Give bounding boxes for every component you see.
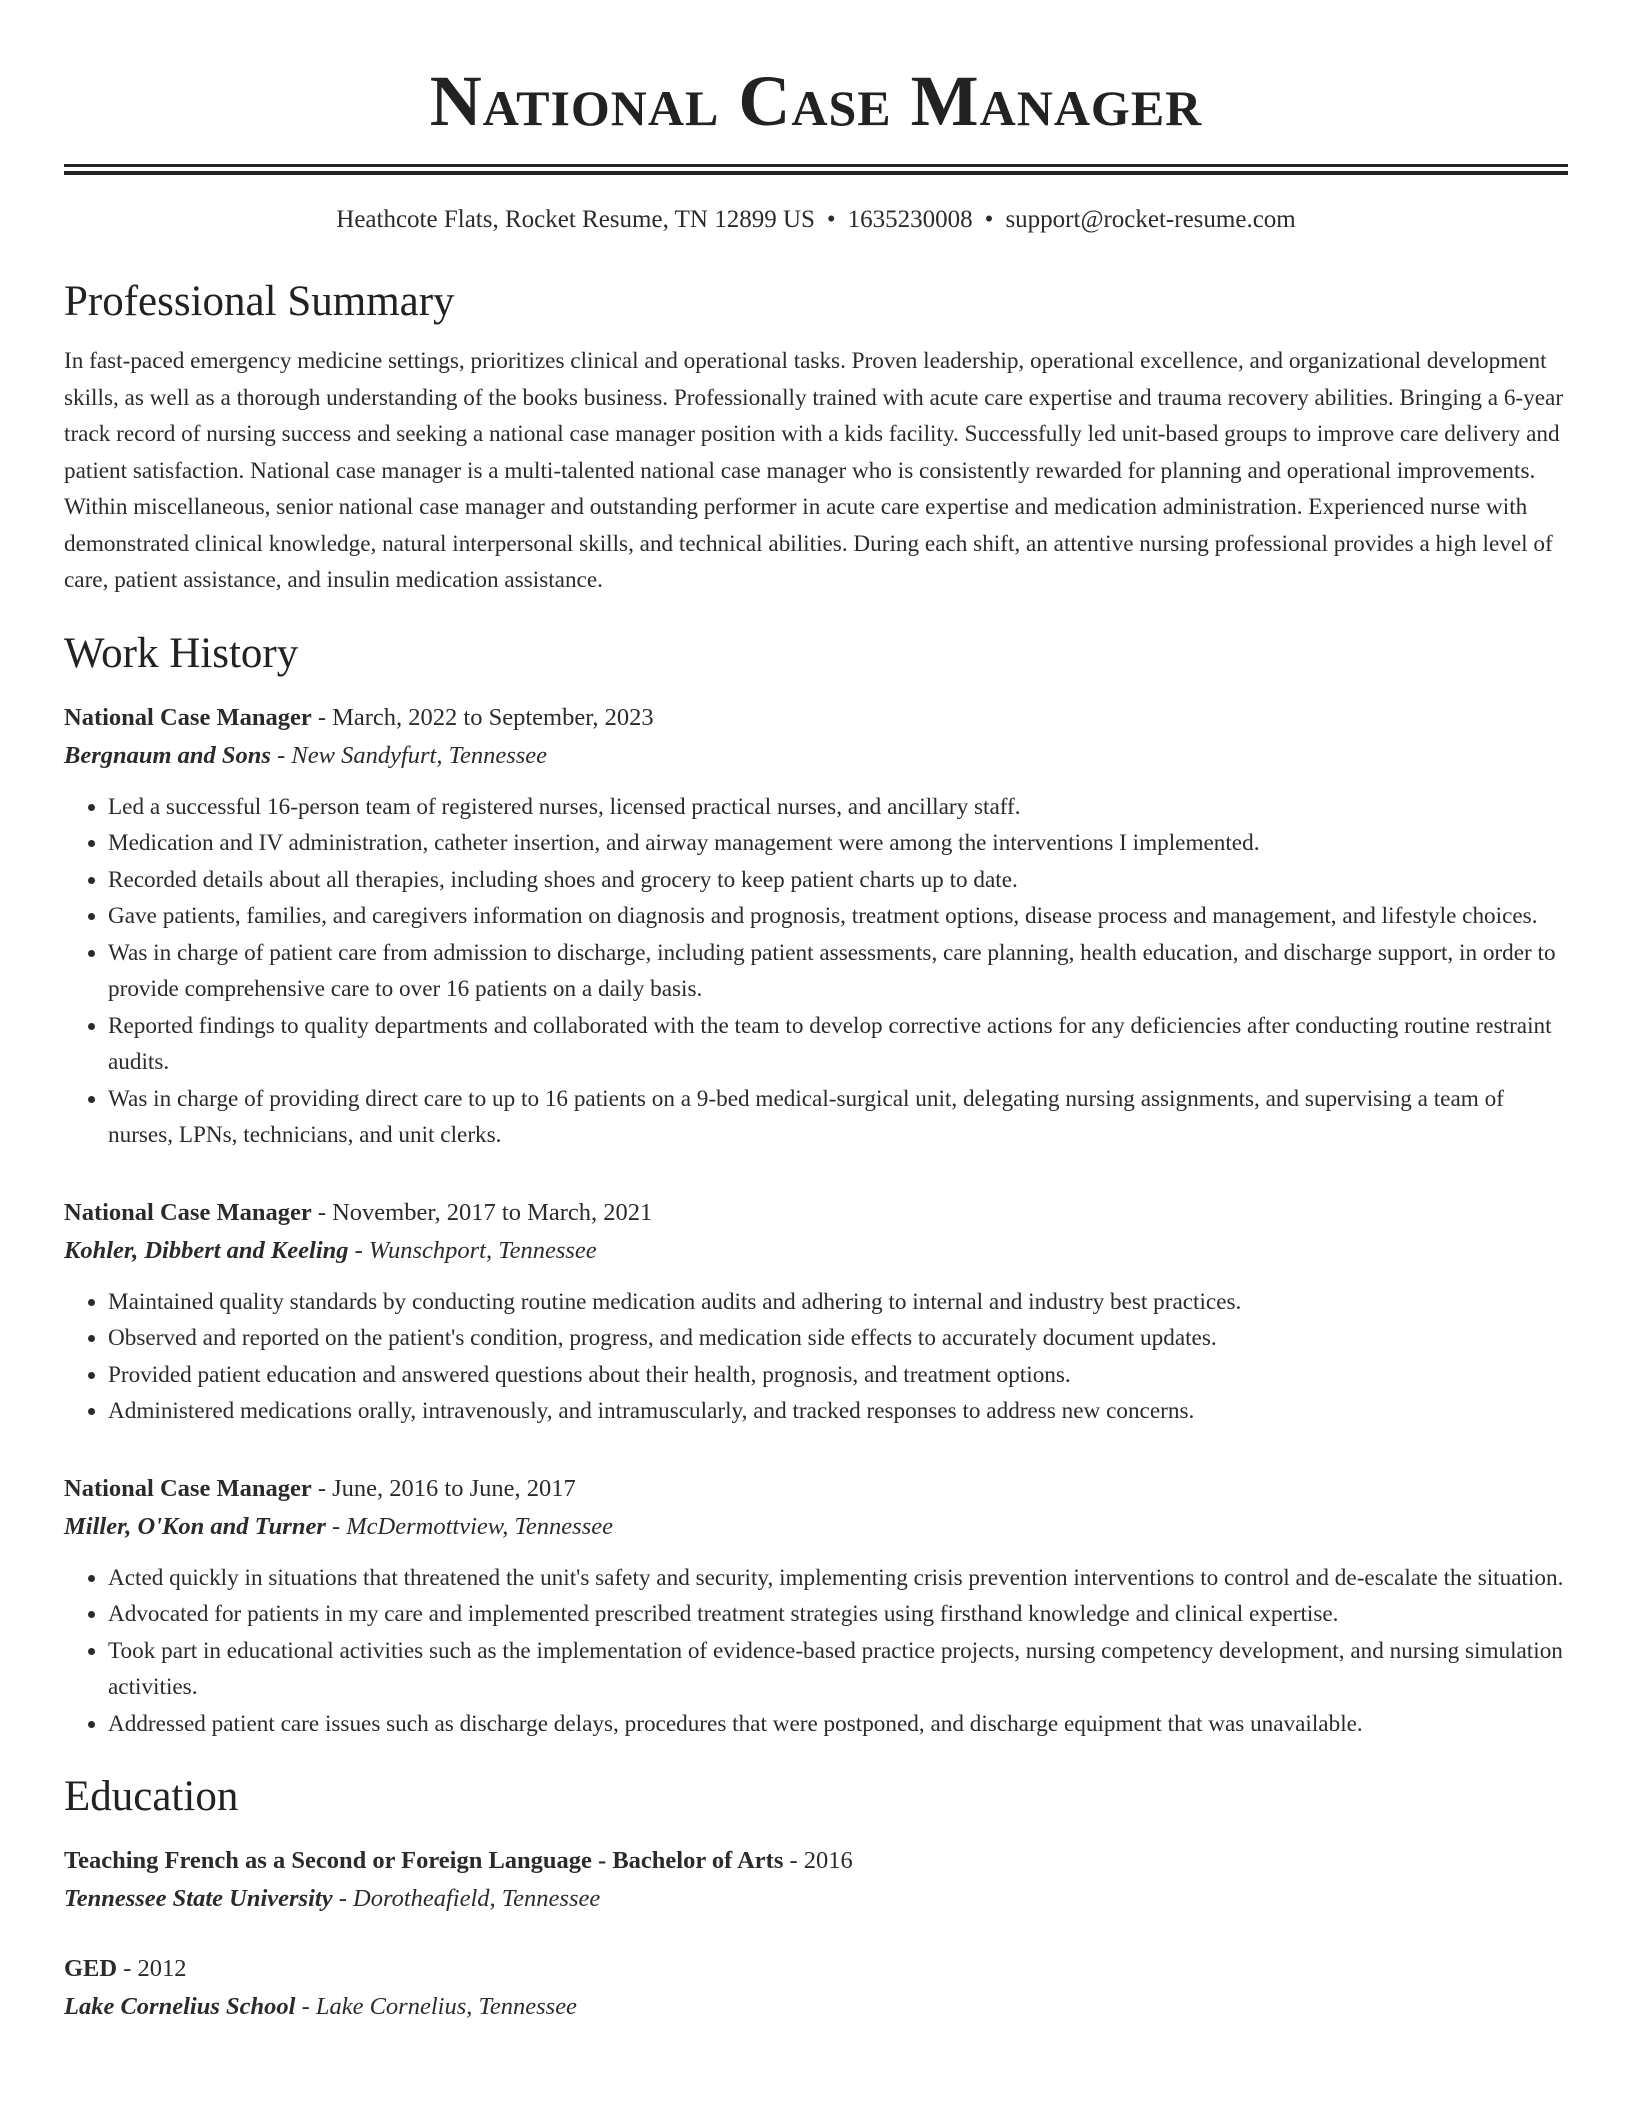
education-year: - 2016 [783,1847,853,1874]
job-company: Bergnaum and Sons [64,741,271,769]
job-location: - Wunschport, Tennessee [348,1236,597,1264]
job-title-line [64,699,1568,737]
job-duty: • Was in charge of providing direct care to up to 16 patients on a 9-bed medical-surgical unit, delegating nursing assignments, and supervising a team of nurses, LPNs, technicians, and unit clerks. [108,1081,1568,1154]
job-location: - McDermottview, Tennessee [325,1512,613,1540]
education-school-line [64,1880,1568,1918]
job-title-line [64,1194,1568,1232]
job-duties-list [64,1560,1568,1743]
education-school: Lake Cornelius School [64,1993,296,2020]
education-year: - 2012 [117,1955,187,1982]
job-entry [64,699,1568,1154]
education-degree: Teaching French as a Second or Foreign Language - Bachelor of Arts [64,1847,784,1874]
education-degree-line [64,1842,1568,1880]
summary-text: In fast-paced emergency medicine settings, prioritizes clinical and operational tasks. Proven leadership, operational excellence, and organizational development skills, as well as a thorough understanding of the books business. Professionally trained with acute care expertise and trauma recovery abilities. Bringing a 6-year track record of nursing success and seeking a national case manager position with a kids facility. Successfully led unit-based groups to improve care delivery and patient satisfaction. National case manager is a multi-talented national case manager who is consistently rewarded for planning and operational improvements. Within miscellaneous, senior national case manager and outstanding performer in acute care expertise and medication administration. Experienced nurse with demonstrated clinical knowledge, natural interpersonal skills, and technical abilities. During each shift, an attentive nursing professional provides a high level of care, patient assistance, and insulin medication assistance. [64,348,1564,593]
job-company: Miller, O'Kon and Turner [64,1512,326,1540]
education-school-line [64,1988,1568,2026]
resume-page [64,0,1568,2026]
job-dates: - June, 2016 to June, 2017 [311,1474,576,1502]
job-company-line [64,1508,1568,1546]
summary-heading: Professional Summary [64,278,455,325]
job-company: Kohler, Dibbert and Keeling [64,1236,349,1264]
job-duty: • Was in charge of patient care from admission to discharge, including patient assessments, care planning, health education, and discharge support, in order to provide comprehensive care to over 16 patients on a daily basis. [108,935,1568,1008]
title-divider [64,164,1568,175]
contact-email: support@rocket-resume.com [1005,206,1296,233]
job-duties-list [64,1284,1568,1430]
job-duty: • Led a successful 16-person team of registered nurses, licensed practical nurses, and ancillary staff. [108,789,1568,826]
job-duty: • Took part in educational activities such as the implementation of evidence-based practice projects, nursing competency development, and nursing simulation activities. [108,1633,1568,1706]
contact-line [64,203,1568,237]
education-location: - Dorotheafield, Tennessee [332,1885,601,1912]
job-dates: - November, 2017 to March, 2021 [311,1198,653,1226]
education-degree: GED [64,1955,118,1982]
job-entry [64,1194,1568,1430]
education-entry [64,1842,1568,1918]
job-duty: • Reported findings to quality departments and collaborated with the team to develop corrective actions for any deficiencies after conducting routine restraint audits. [108,1008,1568,1081]
education-heading: Education [64,1773,239,1820]
job-duty: • Observed and reported on the patient's condition, progress, and medication side effects to accurately document updates. [108,1320,1568,1357]
job-company-line [64,1232,1568,1270]
job-duty: • Medication and IV administration, catheter insertion, and airway management were among the interventions I implemented. [108,825,1568,862]
job-role: National Case Manager [64,1198,312,1226]
education-degree-line [64,1950,1568,1988]
education-location: - Lake Cornelius, Tennessee [295,1993,577,2020]
work-history-heading: Work History [64,629,299,677]
contact-address: Heathcote Flats, Rocket Resume, TN 12899 US [336,206,815,233]
job-role: National Case Manager [64,1474,312,1502]
contact-phone: 1635230008 [847,206,973,233]
contact-separator: • [984,206,994,233]
job-entry [64,1470,1568,1743]
job-duty: • Administered medications orally, intravenously, and intramuscularly, and tracked responses to address new concerns. [108,1393,1568,1430]
job-duty: • Recorded details about all therapies, including shoes and grocery to keep patient charts up to date. [108,862,1568,899]
education-school: Tennessee State University [64,1885,333,1912]
job-duty: • Advocated for patients in my care and implemented prescribed treatment strategies using firsthand knowledge and clinical expertise. [108,1596,1568,1633]
job-title-line [64,1470,1568,1508]
job-role: National Case Manager [64,703,312,731]
job-location: - New Sandyfurt, Tennessee [270,741,548,769]
job-dates: - March, 2022 to September, 2023 [311,703,654,731]
job-duty: • Maintained quality standards by conducting routine medication audits and adhering to internal and industry best practices. [108,1284,1568,1321]
contact-separator: • [826,206,836,233]
job-duty: • Gave patients, families, and caregivers information on diagnosis and prognosis, treatment options, disease process and management, and lifestyle choices. [108,898,1568,935]
resume-title: National Case Manager [429,61,1203,141]
job-duty: • Provided patient education and answered questions about their health, prognosis, and treatment options. [108,1357,1568,1394]
job-duties-list [64,789,1568,1154]
job-duty: • Acted quickly in situations that threatened the unit's safety and security, implementing crisis prevention interventions to control and de-escalate the situation. [108,1560,1568,1597]
job-duty: • Addressed patient care issues such as discharge delays, procedures that were postponed, and discharge equipment that was unavailable. [108,1706,1568,1743]
education-entry [64,1950,1568,2026]
job-company-line [64,737,1568,775]
